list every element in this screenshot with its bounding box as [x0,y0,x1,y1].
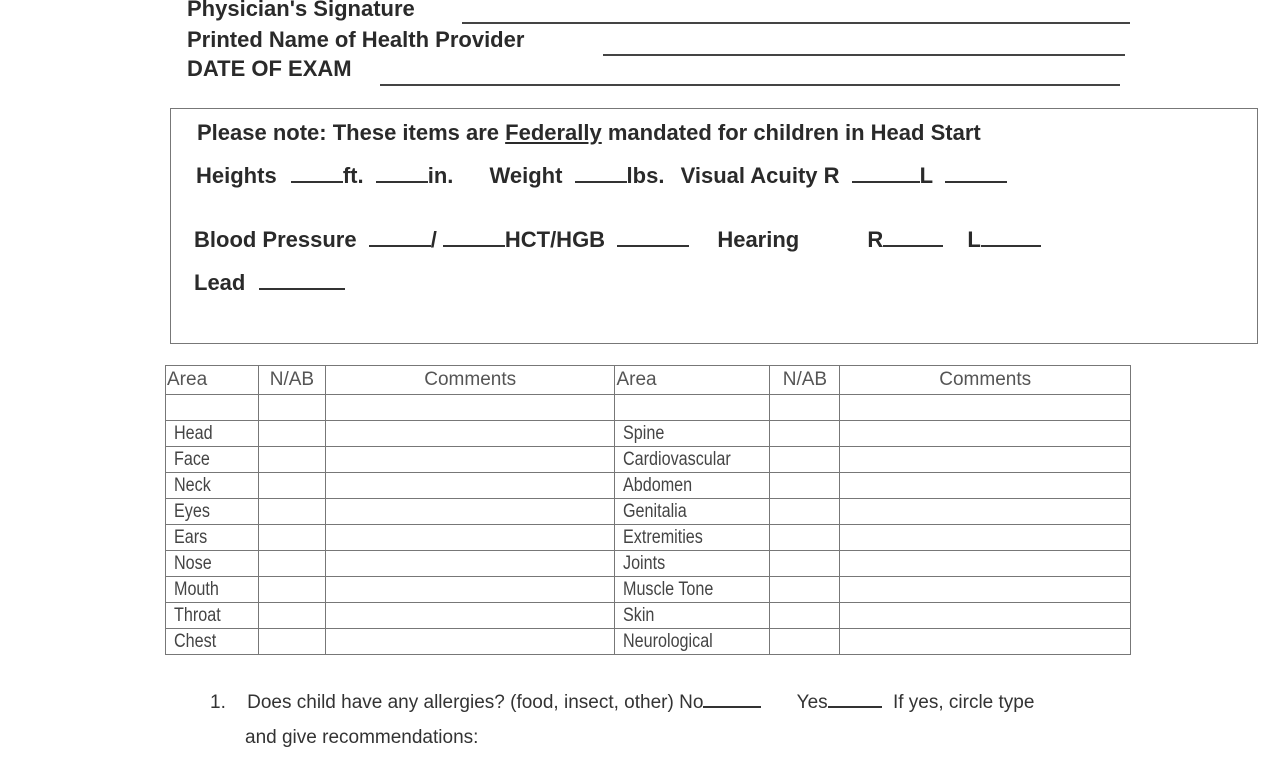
yes-label: Yes [796,692,828,713]
nab-cell[interactable] [770,421,840,447]
nab-cell[interactable] [258,447,325,473]
comments-cell[interactable] [840,577,1131,603]
nab-cell[interactable] [770,447,840,473]
area-label: Mouth [174,579,219,600]
comments-cell[interactable] [325,447,615,473]
area-cell [166,577,259,603]
nab-cell[interactable] [258,629,325,655]
in-label: in. [427,163,454,188]
comments-cell[interactable] [325,421,615,447]
visual-acuity-right-field[interactable] [852,163,920,183]
area-label: Nose [174,553,212,574]
allergies-no-field[interactable] [703,690,761,708]
area-cell [166,447,259,473]
area-label: Abdomen [623,475,693,496]
blank-cell [615,395,770,421]
area-label: Spine [623,423,665,444]
area-cell [615,473,770,499]
table-row [166,551,1131,577]
comments-cell[interactable] [840,629,1131,655]
comments-cell[interactable] [325,473,615,499]
physician-signature-label: Physician's Signature [187,0,415,21]
ft-label: ft. [342,163,364,188]
area-cell [166,525,259,551]
area-label: Neck [174,475,211,496]
area-cell [615,577,770,603]
hearing-right-label: R [867,227,884,252]
date-of-exam-label: DATE OF EXAM [187,56,352,81]
column-header-area: Area [615,366,770,395]
visual-acuity-left-field[interactable] [945,163,1007,183]
comments-cell[interactable] [840,525,1131,551]
hearing-right-field[interactable] [883,227,943,247]
nab-cell[interactable] [258,551,325,577]
column-header-comments: Comments [325,366,615,395]
nab-cell[interactable] [770,577,840,603]
area-label: Neurological [623,631,714,652]
nab-cell[interactable] [770,473,840,499]
table-row [166,421,1131,447]
area-cell [166,629,259,655]
table-row [166,577,1131,603]
hearing-left-label: L [967,227,981,252]
hearing-left-field[interactable] [981,227,1041,247]
nab-cell[interactable] [258,577,325,603]
area-cell [615,629,770,655]
area-label: Muscle Tone [623,579,714,600]
area-cell [615,447,770,473]
area-label: Face [174,449,210,470]
area-cell [615,525,770,551]
visual-acuity-left-label: L [919,163,933,188]
lbs-label: lbs. [626,163,665,188]
heights-label: Heights [196,163,277,188]
area-label: Genitalia [623,501,688,522]
weight-field[interactable] [575,163,627,183]
nab-cell[interactable] [258,603,325,629]
hearing-label: Hearing [717,227,800,252]
area-cell [166,499,259,525]
height-in-field[interactable] [376,163,428,183]
column-header-area: Area [166,366,259,395]
comments-cell[interactable] [325,499,615,525]
area-label: Ears [174,527,208,548]
nab-cell[interactable] [770,551,840,577]
table-row [166,499,1131,525]
table-row [166,629,1131,655]
bp-diastolic-field[interactable] [443,227,505,247]
lead-label: Lead [194,270,246,295]
nab-cell[interactable] [258,525,325,551]
area-cell [615,551,770,577]
comments-cell[interactable] [325,629,615,655]
comments-cell[interactable] [325,525,615,551]
note-suffix: mandated for children in Head Start [601,120,981,145]
area-cell [615,499,770,525]
table-row [166,525,1131,551]
comments-cell[interactable] [325,603,615,629]
allergies-yes-field[interactable] [828,690,882,708]
area-cell [166,421,259,447]
nab-cell[interactable] [258,473,325,499]
nab-cell[interactable] [770,525,840,551]
bp-slash: / [430,227,437,252]
area-label: Throat [174,605,221,626]
area-cell [166,603,259,629]
area-label: Extremities [623,527,704,548]
table-row [166,473,1131,499]
comments-cell[interactable] [325,577,615,603]
nab-cell[interactable] [770,629,840,655]
comments-cell[interactable] [840,499,1131,525]
nab-cell[interactable] [770,603,840,629]
comments-cell[interactable] [840,603,1131,629]
physician-signature-field[interactable] [462,22,1130,24]
bp-systolic-field[interactable] [369,227,431,247]
area-cell [166,551,259,577]
question-1 [210,690,1034,714]
hct-hgb-label: HCT/HGB [504,227,606,252]
blank-cell [258,395,325,421]
printed-name-field[interactable] [603,54,1125,56]
question-number: 1. [210,692,226,713]
question-suffix: If yes, circle type [892,692,1035,713]
comments-cell[interactable] [840,447,1131,473]
area-cell [166,473,259,499]
column-header-comments: Comments [840,366,1131,395]
note-emphasis: Federally [505,120,602,145]
table-row [166,447,1131,473]
comments-cell[interactable] [325,551,615,577]
area-label: Head [174,423,213,444]
blank-cell [770,395,840,421]
blood-pressure-label: Blood Pressure [194,227,357,252]
area-cell [615,603,770,629]
blank-cell [325,395,615,421]
printed-name-label: Printed Name of Health Provider [187,27,525,52]
table-row [166,603,1131,629]
column-header-nab: N/AB [770,366,840,395]
question-text: Does child have any allergies? (food, insect, other) No [247,692,704,713]
lead-field[interactable] [259,270,345,290]
nab-cell[interactable] [258,499,325,525]
table-blank-row [166,395,1131,421]
hct-hgb-field[interactable] [617,227,689,247]
height-ft-field[interactable] [291,163,343,183]
area-label: Skin [623,605,655,626]
measurements-row-2 [194,227,1041,253]
federal-note [197,120,981,146]
note-prefix: Please note: These items are [197,120,506,145]
area-label: Cardiovascular [623,449,732,470]
lead-row [194,270,345,296]
column-header-nab: N/AB [258,366,325,395]
date-of-exam-field[interactable] [380,84,1120,86]
exam-table [165,365,1131,655]
comments-cell[interactable] [840,473,1131,499]
blank-cell [166,395,259,421]
measurements-row-1 [196,163,1007,189]
blank-cell [840,395,1131,421]
nab-cell[interactable] [770,499,840,525]
weight-label: Weight [489,163,563,188]
visual-acuity-label: Visual Acuity R [680,163,840,188]
nab-cell[interactable] [258,421,325,447]
comments-cell[interactable] [840,421,1131,447]
area-label: Joints [623,553,666,574]
table-header-row [166,366,1131,395]
area-label: Chest [174,631,217,652]
comments-cell[interactable] [840,551,1131,577]
area-label: Eyes [174,501,210,522]
question-1-line-2: and give recommendations: [245,727,479,748]
area-cell [615,421,770,447]
